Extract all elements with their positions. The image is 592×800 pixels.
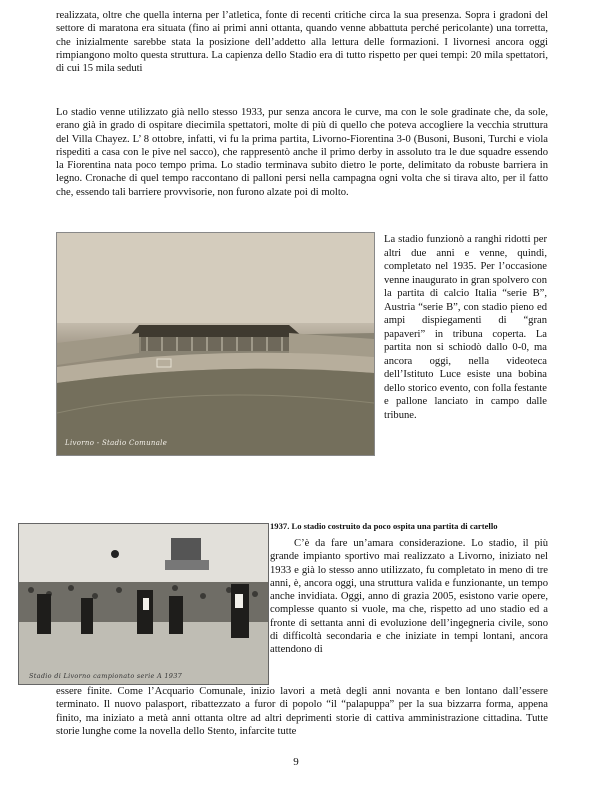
stadium-photo xyxy=(56,232,375,456)
paragraph-first-match: Lo stadio venne utilizzato già nello stesso 1933, pur senza ancora le curve, ma con le sole gradinate che, da sole, erano già in grado di ospitare diecimila spettatori, molte di più di quello che poteva accogliere la vecchia struttura del Villa Chayez. L’ 8 ottobre, infatti, vi fu la prima partita, Livorno-Fiorentina 3-0 (Busoni, Busoni, Turchi e viola rispediti a casa con le pive nel sacco), che rappresentò anche il primo derby in assoluto tra le due squadre essendo la Fiorentina nata poco tempo prima. Lo stadio terminava subito dietro le porte, delimitato da robuste barriera in legno. Cronache di quel tempo raccontano di palloni persi nella campagna ogni volta che si tirava alto, per il fatto che, essendo tali barriere provvisorie, non furono alzate poi di molto. xyxy=(56,107,548,198)
match-illustration xyxy=(19,524,268,684)
match-photo xyxy=(18,523,269,685)
paragraph-tower: realizzata, oltre che quella interna per l’atletica, fonte di recenti critiche circa la sua presenza. Sopra i gradoni del settore di maratona era situata (fino ai primi anni ottanta, quando venne abbattuta perché pericolante) una torretta, che inizialmente sarebbe stata la posizione dell’addetto alla lettura delle formazioni. I livornesi ancora oggi rimpiangono molto questa struttura. La capienza dello Stadio era di tutto rispetto per quei tempi: 20 mila spettatori, di cui 15 mila seduti xyxy=(56,10,548,75)
photo1-inscription: Livorno - Stadio Comunale xyxy=(65,439,168,447)
stadium-illustration xyxy=(57,233,374,455)
paragraph-consideration: C’è da fare un’amara considerazione. Lo stadio, il più grande impianto sportivo mai realizzato a Livorno, iniziato nel 1933 e già lo stesso anno utilizzato, fu completato in meno di tre anni, è, ancora oggi, una struttura valida e funzionante, un tempo anche invidiata. Oggi, anno di grazia 2005, esistono varie opere, complesse quanto si vuole, ma che, rispetto ad uno stadio ed a fronte di settanta anni di evoluzione dell’ingegneria civile, sono di difficoltà secondaria e che iniziate in tempi lontani, ancora attendono di xyxy=(270,538,548,656)
paragraph-inauguration: La stadio funzionò a ranghi ridotti per altri due anni e venne, quindi, completato nel 1935. Per l’occasione venne inaugurato in gran spolvero con la partita di calcio Italia “serie B”, Austria “serie B”, con stadio pieno ed ampi dispiegamenti di “gran papaveri” in tribuna coperta. La partita non si schiodò dallo 0-0, ma ancora oggi, nella videoteca dell’Istituto Luce esiste una bobina dello storico evento, con folla festante e pallone lanciato in campo dalle tribune. xyxy=(384,234,547,421)
page-number: 9 xyxy=(293,756,299,768)
paragraph-unfinished-works: essere finite. Come l’Acquario Comunale, inizio lavori a metà degli anni novanta e ben lontano dall’essere terminato. Il nuovo palasport, ribattezzato a furor di popolo “il “palapuppa” per la sua bizzarra forma, appena finito, ma iniziato a metà anni ottanta oltre ad altri deprimenti storie di cattiva amministrazione cittadina. Tutte storie lunghe come la novella dello Stento, infarcite tutte xyxy=(56,686,548,737)
photo-caption: 1937. Lo stadio costruito da poco ospita una partita di cartello xyxy=(270,521,498,531)
photo2-inscription: Stadio di Livorno campionato serie A 1937 xyxy=(29,672,183,680)
